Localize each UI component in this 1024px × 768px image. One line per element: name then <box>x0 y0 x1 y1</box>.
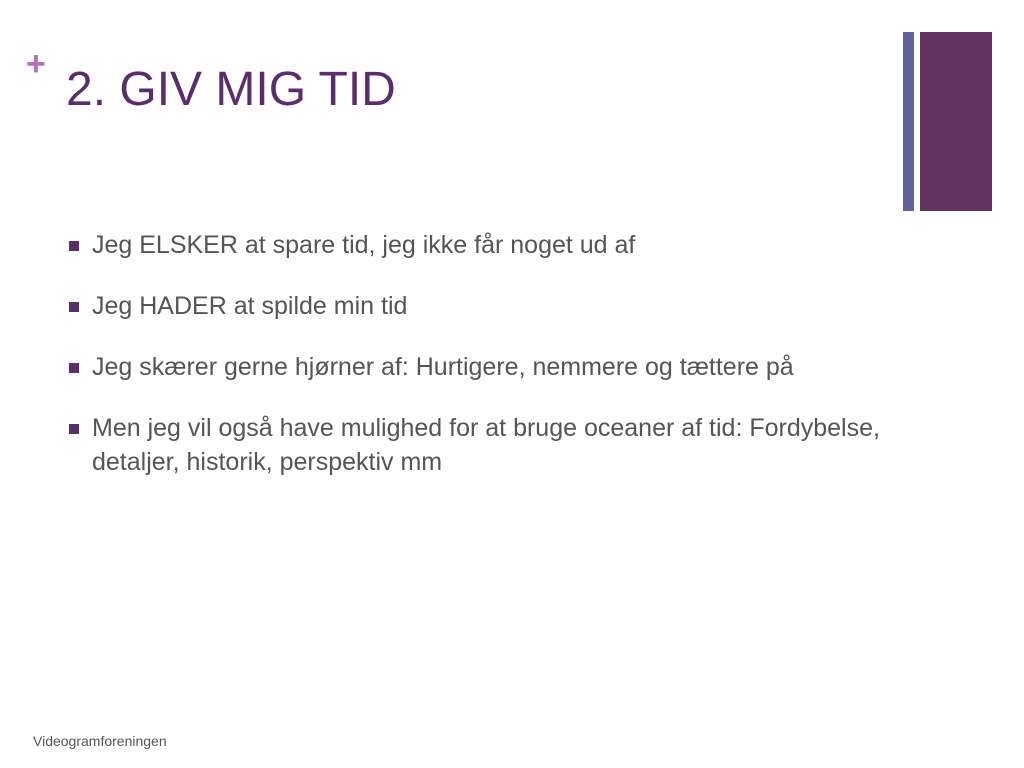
square-bullet-icon <box>69 424 79 434</box>
footer-text: Videogramforeningen <box>33 733 167 749</box>
square-bullet-icon <box>69 302 79 312</box>
bullet-item <box>66 289 896 323</box>
bullet-text: Jeg HADER at spilde min tid <box>92 292 408 320</box>
decorative-bar-wide <box>920 32 992 211</box>
square-bullet-icon <box>69 363 79 373</box>
bullet-text: Men jeg vil også have mulighed for at bruge oceaner af tid: Fordybelse, detaljer, historik, perspektiv mm <box>92 414 880 476</box>
bullet-text: Jeg skærer gerne hjørner af: Hurtigere, nemmere og tættere på <box>92 353 794 381</box>
bullet-text: Jeg ELSKER at spare tid, jeg ikke får noget ud af <box>92 231 636 259</box>
bullet-list <box>66 228 896 506</box>
plus-icon: + <box>26 45 46 83</box>
decorative-bar-thin <box>903 32 914 211</box>
bullet-item <box>66 411 896 479</box>
bullet-item <box>66 228 896 262</box>
bullet-item <box>66 350 896 384</box>
slide-title: 2. GIV MIG TID <box>66 63 396 116</box>
square-bullet-icon <box>69 241 79 251</box>
